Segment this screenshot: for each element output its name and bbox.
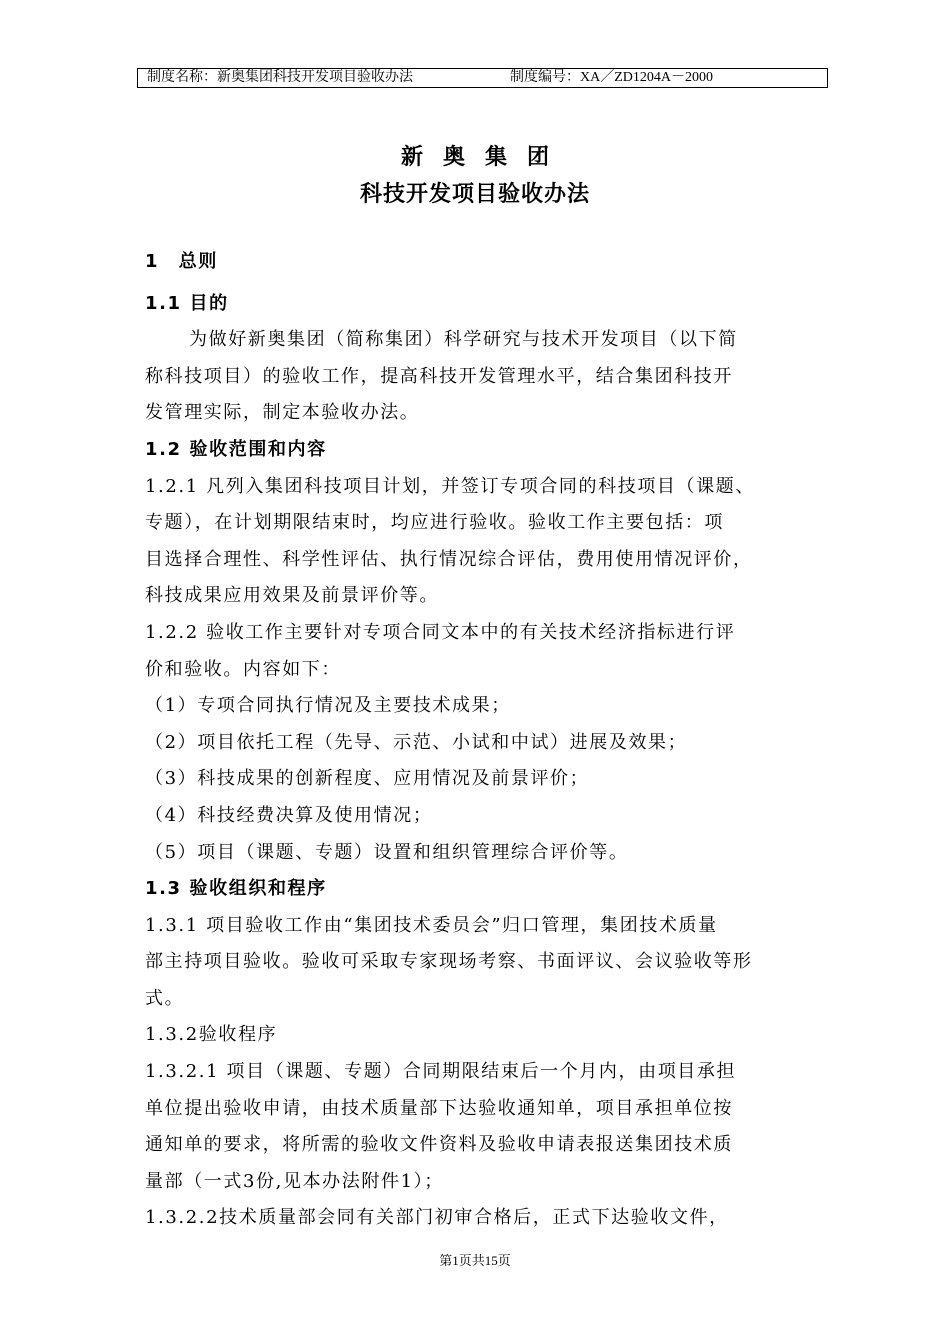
list-item: （3）科技成果的创新程度、应用情况及前景评价；: [145, 768, 590, 790]
body-text-line: 通知单的要求，将所需的验收文件资料及验收申请表报送集团技术质: [145, 1134, 733, 1156]
document-header: [137, 68, 828, 88]
company-title: 新奥集团: [400, 145, 569, 170]
document-body: [145, 244, 835, 1237]
list-item: （4）科技经费决算及使用情况；: [145, 804, 433, 826]
page-number: 第1页共15页: [439, 1253, 511, 1268]
regulation-name: 制度名称：新奥集团科技开发项目验收办法: [147, 70, 413, 85]
body-text-line: 价和验收。内容如下：: [145, 658, 341, 680]
body-text-line: 部主持项目验收。验收可采取专家现场考察、书面评议、会议验收等形: [145, 951, 753, 973]
body-text-line: 目选择合理性、科学性评估、执行情况综合评估，费用使用情况评价，: [145, 548, 753, 570]
body-text-line: 为做好新奥集团（简称集团）科学研究与技术开发项目（以下简: [189, 329, 738, 351]
subsection-heading: 1.1 目的: [145, 292, 229, 314]
subsection-heading: 1.3 验收组织和程序: [145, 878, 327, 900]
body-text-line: 发管理实际，制定本验收办法。: [145, 402, 420, 424]
section-heading: 1 总则: [145, 251, 218, 272]
body-text-line: 1.3.1 项目验收工作由“集团技术委员会”归口管理，集团技术质量: [145, 914, 718, 936]
subsection-heading: 1.2 验收范围和内容: [145, 438, 327, 460]
body-text-line: 1.3.2验收程序: [145, 1024, 278, 1046]
body-text-line: 单位提出验收申请，由技术质量部下达验收通知单，项目承担单位按: [145, 1097, 733, 1119]
list-item: （5）项目（课题、专题）设置和组织管理综合评价等。: [145, 841, 629, 863]
document-title: 科技开发项目验收办法: [359, 182, 590, 207]
body-text-line: 1.2.1 凡列入集团科技项目计划，并签订专项合同的科技项目（课题、: [145, 475, 755, 497]
list-item: （2）项目依托工程（先导、示范、小试和中试）进展及效果；: [145, 731, 688, 753]
body-text-line: 专题），在计划期限结束时，均应进行验收。验收工作主要包括：项: [145, 512, 724, 534]
list-item: （1）专项合同执行情况及主要技术成果；: [145, 695, 511, 717]
body-text-line: 式。: [145, 987, 185, 1009]
body-text-line: 1.2.2 验收工作主要针对专项合同文本中的有关技术经济指标进行评: [145, 621, 736, 643]
body-text-line: 量部（一式3份,见本办法附件1）；: [145, 1170, 444, 1192]
body-text-line: 1.3.2.2技术质量部会同有关部门初审合格后，正式下达验收文件，: [145, 1207, 729, 1229]
regulation-code: 制度编号：XA／ZD1204A－2000: [510, 70, 713, 85]
body-text-line: 1.3.2.1 项目（课题、专题）合同期限结束后一个月内，由项目承担: [145, 1061, 737, 1083]
body-text-line: 科技成果应用效果及前景评价等。: [145, 585, 439, 607]
body-text-line: 称科技项目）的验收工作，提高科技开发管理水平，结合集团科技开: [145, 365, 733, 387]
